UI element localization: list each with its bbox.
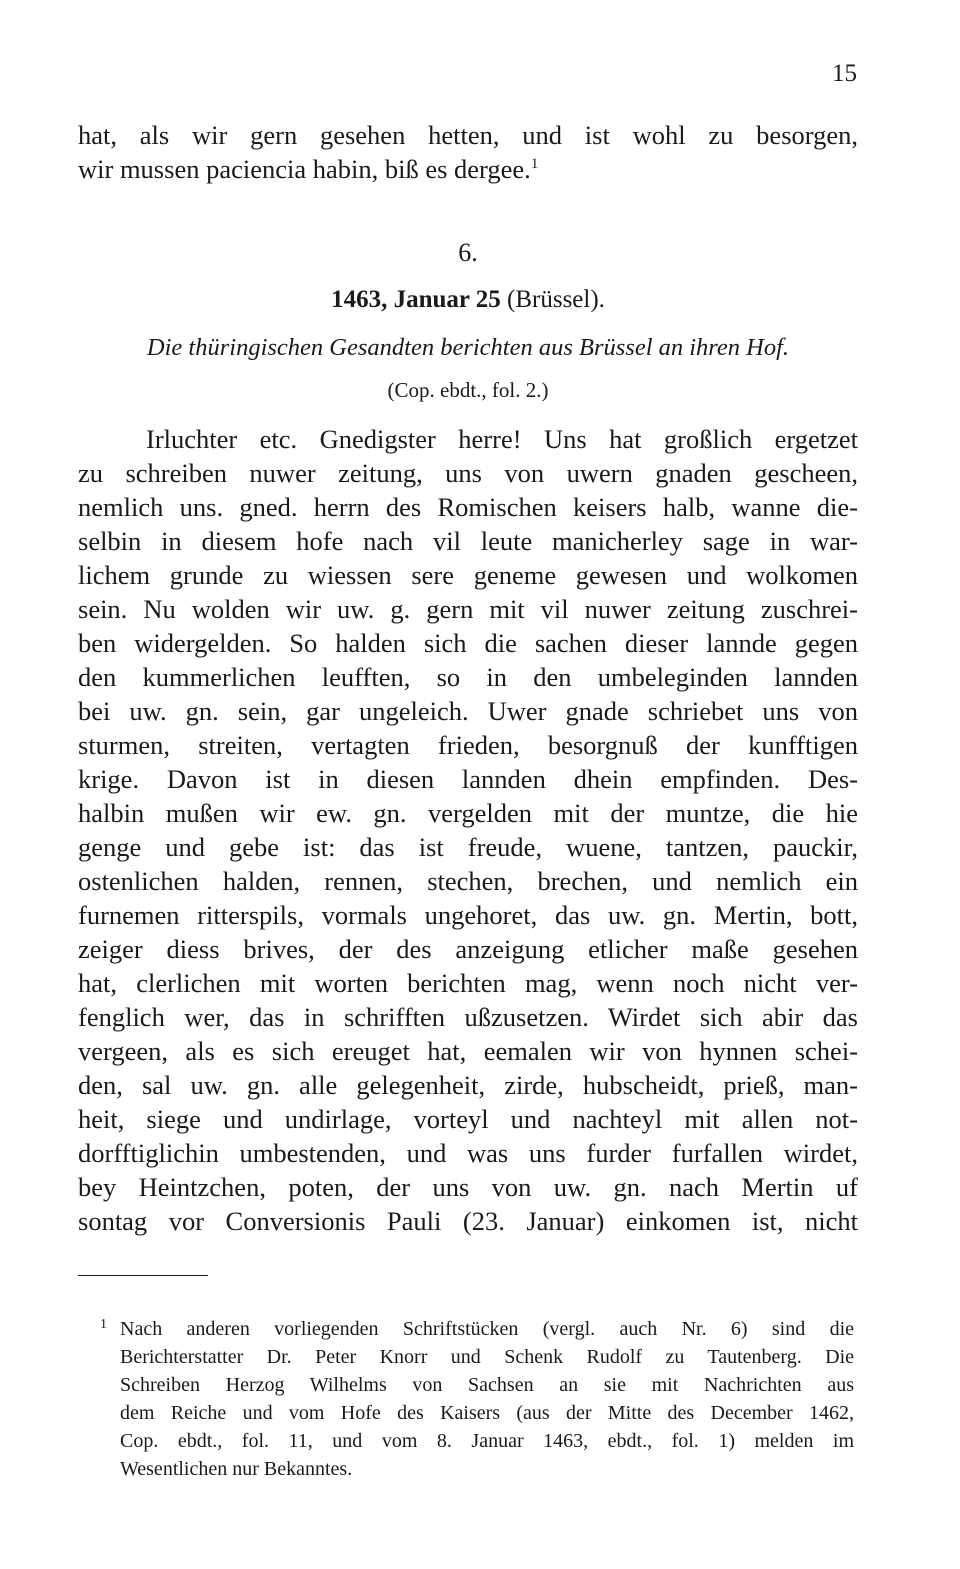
footnote-line: Schreiben Herzog Wilhelms von Sachsen an sie mit Nachrichten aus (120, 1374, 854, 1396)
body-line: bey Heintzchen, poten, der uns von uw. gn. nach Mertin uf (78, 1172, 858, 1202)
body-line: zu schreiben nuwer zeitung, uns von uwern gnaden gescheen, (78, 458, 858, 488)
body-line: dorfftiglichin umbestenden, und was uns furder furfallen wirdet, (78, 1138, 858, 1168)
body-line: sturmen, streiten, vertagten frieden, besorgnuß der kunfftigen (78, 730, 858, 760)
body-line: sontag vor Conversionis Pauli (23. Januar) einkomen ist, nicht (78, 1206, 858, 1236)
footnote-line: Berichterstatter Dr. Peter Knorr und Schenk Rudolf zu Tautenberg. Die (120, 1346, 854, 1368)
footnote-reference: 1 (530, 156, 539, 172)
footnote-line: dem Reiche und vom Hofe des Kaisers (aus der Mitte des December 1462, (120, 1402, 854, 1424)
footnote-line: Nach anderen vorliegenden Schriftstücken (vergl. auch Nr. 6) sind die (120, 1318, 854, 1340)
body-line: den kummerlichen leufften, so in den umbeleginden lannden (78, 662, 858, 692)
body-line: bei uw. gn. sein, gar ungeleich. Uwer gnade schriebet uns von (78, 696, 858, 726)
document-summary: Die thüringischen Gesandten berichten aus Brüssel an ihren Hof. (146, 334, 790, 361)
body-line: vergeen, als es sich ereuget hat, eemalen wir von hynnen schei- (78, 1036, 858, 1066)
body-line: Irluchter etc. Gnedigster herre! Uns hat großlich ergetzet (146, 424, 858, 454)
body-line: heit, siege und undirlage, vorteyl und nachteyl mit allen not- (78, 1104, 858, 1134)
text-line-content: wir mussen paciencia habin, biß es dergee. (78, 154, 531, 184)
body-line: fenglich wer, das in schrifften ußzusetzen. Wirdet sich abir das (78, 1002, 858, 1032)
body-line: genge und gebe ist: das ist freude, wuene, tantzen, pauckir, (78, 832, 858, 862)
body-line: nemlich uns. gned. herrn des Romischen keisers halb, wanne die- (78, 492, 858, 522)
footnote-marker: 1 (100, 1317, 107, 1332)
footnote-line: Cop. ebdt., fol. 11, und vom 8. Januar 1463, ebdt., fol. 1) melden im (120, 1430, 854, 1452)
body-line: furnemen ritterspils, vormals ungehoret, das uw. gn. Mertin, bott, (78, 900, 858, 930)
footnote-divider (78, 1275, 208, 1276)
document-place: (Brüssel). (507, 286, 605, 313)
body-line: hat, clerlichen mit worten berichten mag, wenn noch nicht ver- (78, 968, 858, 998)
text-line (78, 152, 858, 186)
body-line: sein. Nu wolden wir uw. g. gern mit vil nuwer zeitung zuschrei- (78, 594, 858, 624)
page-number: 15 (832, 60, 857, 87)
body-line: selbin in diesem hofe nach vil leute manicherley sage in war- (78, 526, 858, 556)
body-line: halbin mußen wir ew. gn. vergelden mit der muntze, die hie (78, 798, 858, 828)
document-source: (Cop. ebdt., fol. 2.) (387, 378, 549, 402)
document-number: 6. (458, 238, 478, 267)
body-line: den, sal uw. gn. alle gelegenheit, zirde, hubscheidt, prieß, man- (78, 1070, 858, 1100)
body-line: lichem grunde zu wiessen sere geneme gewesen und wolkomen (78, 560, 858, 590)
text-line: hat, als wir gern gesehen hetten, und ist wohl zu besorgen, (78, 120, 858, 150)
document-header (78, 286, 858, 314)
document-date: 1463, Januar 25 (331, 286, 501, 313)
body-line: krige. Davon ist in diesen lannden dhein empfinden. Des- (78, 764, 858, 794)
footnote-line: Wesentlichen nur Bekanntes. (120, 1458, 353, 1480)
body-line: ben widergelden. So halden sich die sachen dieser lannde gegen (78, 628, 858, 658)
body-line: zeiger diess brives, der des anzeigung etlicher maße gesehen (78, 934, 858, 964)
body-line: ostenlichen halden, rennen, stechen, brechen, und nemlich ein (78, 866, 858, 896)
